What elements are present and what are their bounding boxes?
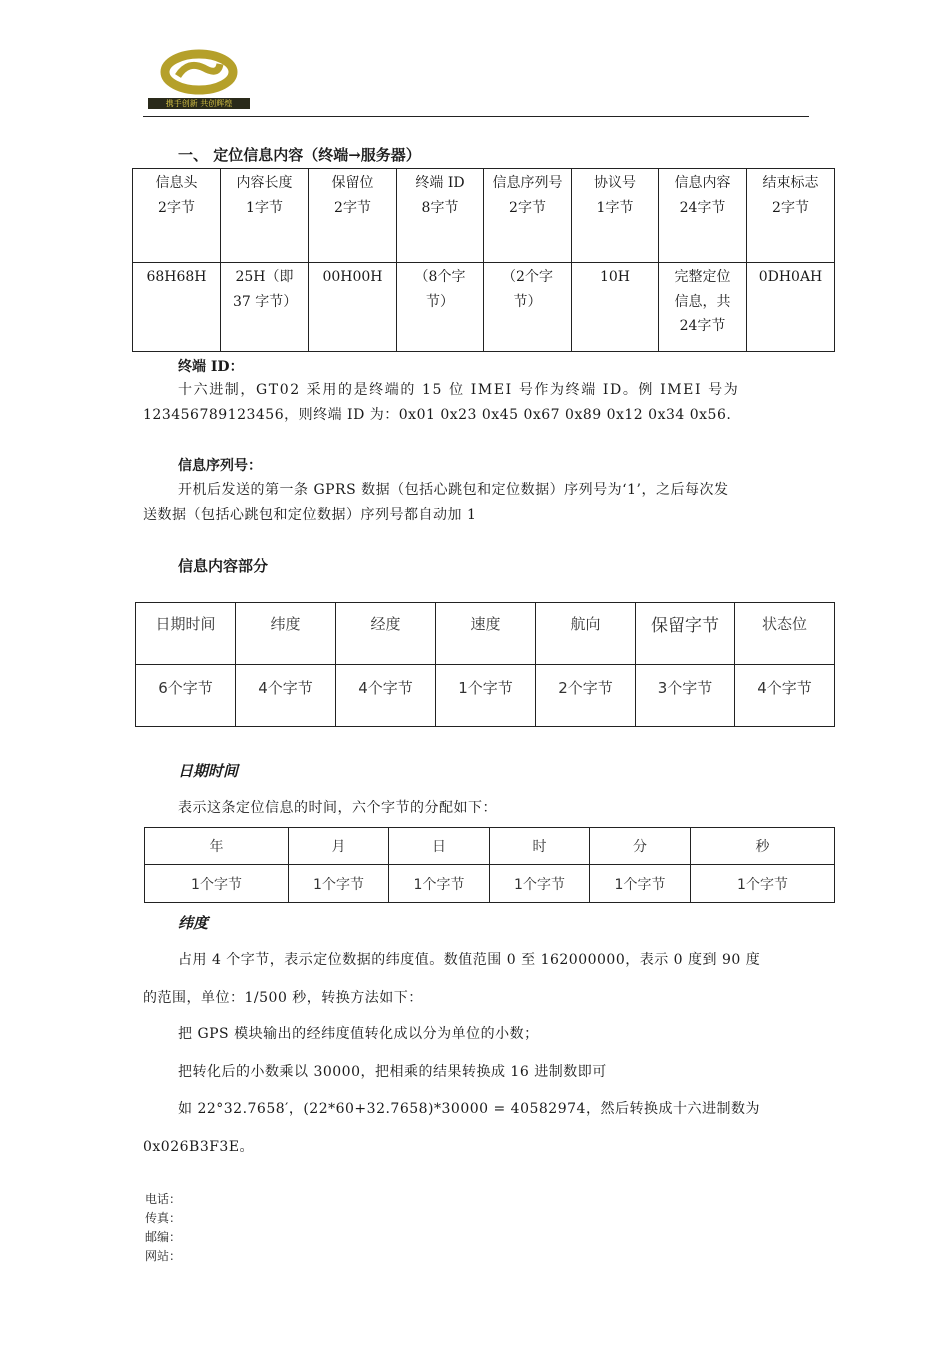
section-title: 一、 定位信息内容（终端→服务器）: [178, 146, 421, 164]
table-row: [133, 263, 835, 352]
table-header-row: [133, 169, 835, 263]
logo-motto: 携手创新 共创辉煌: [148, 98, 250, 109]
table-cell: 4个字节: [735, 665, 835, 727]
logo-emblem-icon: [148, 46, 250, 98]
serial-text-line1: 开机后发送的第一条 GPRS 数据（包括心跳包和定位数据）序列号为‘1’，之后每次发: [178, 482, 729, 498]
content-heading: 信息内容部分: [178, 557, 269, 575]
terminal-id-text-line2: 123456789123456，则终端 ID 为：0x01 0x23 0x45 0x67 0x89 0x12 0x34 0x56.: [143, 407, 732, 423]
terminal-id-text-line1: 十六进制，GT02 采用的是终端的 15 位 IMEI 号作为终端 ID。例 IMEI 号为: [178, 382, 740, 398]
header-divider: [143, 116, 809, 117]
table-cell: 月: [289, 828, 389, 865]
table-cell: 状态位: [735, 603, 835, 665]
table-cell: 结束标志 2字节: [747, 169, 835, 263]
datetime-heading: 日期时间: [178, 762, 239, 780]
datetime-text: 表示这条定位信息的时间，六个字节的分配如下：: [178, 800, 497, 816]
latitude-text-line2: 的范围，单位：1/500 秒，转换方法如下：: [143, 990, 423, 1006]
table-cell: 信息内容 24字节: [659, 169, 747, 263]
table-cell: 终端 ID 8字节: [397, 169, 484, 263]
table-cell: 保留字节: [636, 603, 735, 665]
table-cell: 1个字节: [691, 865, 835, 903]
table-cell: 年: [145, 828, 289, 865]
table-header-row: [145, 828, 835, 865]
latitude-text-line1: 占用 4 个字节，表示定位数据的纬度值。数值范围 0 至 162000000，表示 0 度到 90 度: [178, 952, 761, 968]
table-cell: 信息序列号 2字节: [484, 169, 572, 263]
packet-structure-table: [132, 168, 835, 352]
table-cell: 经度: [336, 603, 436, 665]
table-cell: （8个字节）: [397, 263, 484, 352]
latitude-text-line5: 如 22°32.7658′，(22*60+32.7658)*30000 = 40582974，然后转换成十六进制数为: [178, 1101, 760, 1117]
footer-fax: 传真：: [145, 1211, 182, 1225]
table-cell: 1个字节: [490, 865, 590, 903]
table-cell: 68H68H: [133, 263, 221, 352]
table-row: [145, 865, 835, 903]
table-cell: 速度: [436, 603, 536, 665]
table-cell: 6个字节: [136, 665, 236, 727]
table-cell: 1个字节: [145, 865, 289, 903]
table-cell: （2个字节）: [484, 263, 572, 352]
table-cell: 内容长度 1字节: [221, 169, 309, 263]
terminal-id-heading: 终端 ID：: [178, 359, 244, 375]
table-cell: 1个字节: [590, 865, 691, 903]
latitude-text-line6: 0x026B3F3E。: [143, 1139, 255, 1155]
table-cell: 25H（即 37 字节）: [221, 263, 309, 352]
datetime-table: [144, 827, 835, 903]
table-row: [136, 665, 835, 727]
table-cell: 分: [590, 828, 691, 865]
table-cell: 10H: [572, 263, 659, 352]
table-cell: 1个字节: [389, 865, 490, 903]
footer-website: 网站：: [145, 1249, 182, 1263]
company-logo: [148, 46, 250, 110]
table-cell: 日: [389, 828, 490, 865]
latitude-text-line4: 把转化后的小数乘以 30000，把相乘的结果转换成 16 进制数即可: [178, 1064, 607, 1080]
table-cell: 4个字节: [336, 665, 436, 727]
table-header-row: [136, 603, 835, 665]
footer-contact: [145, 1190, 181, 1266]
table-cell: 完整定位信息，共24字节: [659, 263, 747, 352]
table-cell: 1个字节: [289, 865, 389, 903]
table-cell: 日期时间: [136, 603, 236, 665]
table-cell: 0DH0AH: [747, 263, 835, 352]
latitude-heading: 纬度: [178, 914, 209, 932]
table-cell: 秒: [691, 828, 835, 865]
table-cell: 1个字节: [436, 665, 536, 727]
table-cell: 信息头 2字节: [133, 169, 221, 263]
serial-text-line2: 送数据（包括心跳包和定位数据）序列号都自动加 1: [143, 507, 477, 523]
content-fields-table: [135, 602, 835, 727]
table-cell: 4个字节: [236, 665, 336, 727]
footer-phone: 电话：: [145, 1192, 182, 1206]
table-cell: 时: [490, 828, 590, 865]
footer-postcode: 邮编：: [145, 1230, 182, 1244]
latitude-text-line3: 把 GPS 模块输出的经纬度值转化成以分为单位的小数；: [178, 1026, 539, 1042]
table-cell: 2个字节: [536, 665, 636, 727]
table-cell: 00H00H: [309, 263, 397, 352]
table-cell: 协议号 1字节: [572, 169, 659, 263]
table-cell: 保留位 2字节: [309, 169, 397, 263]
serial-heading: 信息序列号：: [178, 458, 262, 474]
table-cell: 3个字节: [636, 665, 735, 727]
table-cell: 航向: [536, 603, 636, 665]
table-cell: 纬度: [236, 603, 336, 665]
